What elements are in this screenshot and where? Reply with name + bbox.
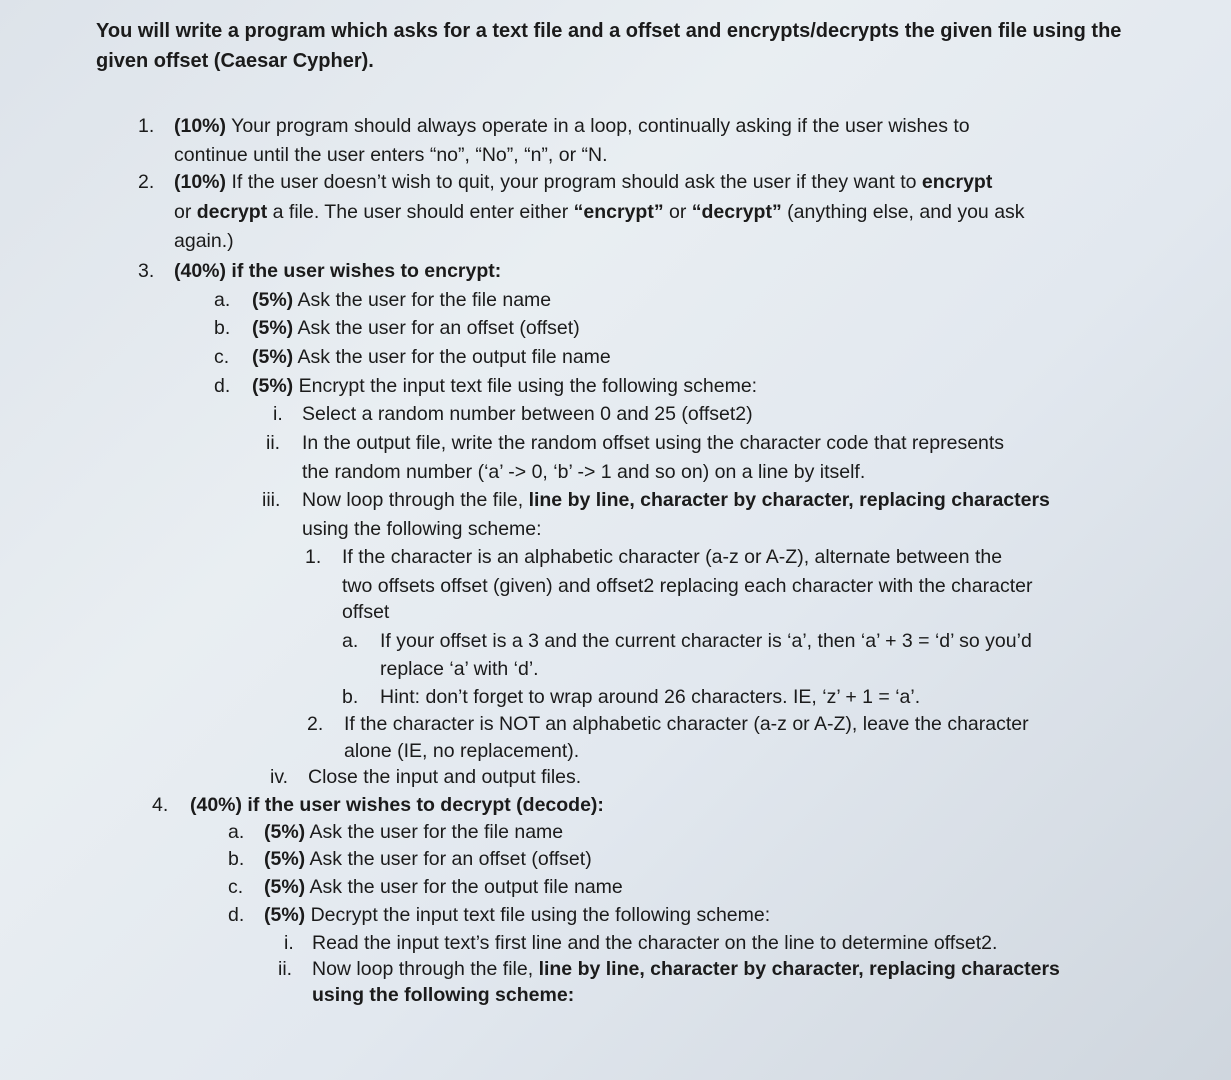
item-3d-i-text: Select a random number between 0 and 25 (offset2) (302, 403, 753, 425)
item-4d-text: (5%) Decrypt the input text file using the following scheme: (264, 904, 771, 926)
item-3d-iii-number: iii. (262, 489, 281, 511)
step-1b-text: Hint: don’t forget to wrap around 26 characters. IE, ‘z’ + 1 = ‘a’. (380, 686, 921, 708)
item-2-number: 2. (138, 171, 155, 193)
item-2-line-1: (10%) If the user doesn’t wish to quit, your program should ask the user if they want to encrypt (174, 171, 993, 193)
item-3d-iii-line-1: Now loop through the file, line by line, character by character, replacing characters (302, 489, 1050, 511)
item-3-number: 3. (138, 260, 155, 282)
item-4-heading: (40%) if the user wishes to decrypt (decode): (190, 794, 604, 816)
assignment-title: You will write a program which asks for a text file and a offset and encrypts/decrypts the given file using the given offset (Caesar Cypher). (96, 20, 1122, 72)
item-4c-letter: c. (228, 876, 244, 898)
item-4b-letter: b. (228, 848, 245, 870)
item-1-line-1: (10%) Your program should always operate in a loop, continually asking if the user wishes to (174, 115, 970, 137)
item-3a-letter: a. (214, 289, 231, 311)
step-1a-line-2: replace ‘a’ with ‘d’. (380, 658, 539, 680)
item-4d-ii-line-2: using the following scheme: (312, 984, 575, 1006)
item-3c-text: (5%) Ask the user for the output file name (252, 346, 611, 368)
item-4d-letter: d. (228, 904, 245, 926)
item-3d-iii-line-2: using the following scheme: (302, 518, 542, 540)
step-1b-letter: b. (342, 686, 359, 708)
item-1-percent: (10%) (174, 115, 227, 137)
step-1-number: 1. (305, 546, 322, 568)
item-3a-text: (5%) Ask the user for the file name (252, 289, 552, 311)
step-2-line-2: alone (IE, no replacement). (344, 740, 580, 762)
item-3b-letter: b. (214, 317, 231, 339)
item-4c-text: (5%) Ask the user for the output file name (264, 876, 623, 898)
item-3d-text: (5%) Encrypt the input text file using the following scheme: (252, 375, 758, 397)
item-3d-ii-number: ii. (266, 432, 281, 454)
item-3-heading: (40%) if the user wishes to encrypt: (174, 260, 502, 282)
step-2-number: 2. (307, 713, 324, 735)
item-4-number: 4. (152, 794, 169, 816)
item-3c-letter: c. (214, 346, 230, 368)
item-3b-text: (5%) Ask the user for an offset (offset) (252, 317, 580, 339)
item-3d-letter: d. (214, 375, 231, 397)
step-1-line-2: two offsets offset (given) and offset2 replacing each character with the character (342, 575, 1033, 597)
step-1a-letter: a. (342, 630, 359, 652)
item-4d-i-text: Read the input text’s first line and the character on the line to determine offset2. (312, 932, 998, 954)
item-2-line-3: again.) (174, 230, 234, 252)
step-1-line-3: offset (342, 601, 390, 623)
item-4a-letter: a. (228, 821, 245, 843)
item-4a-text: (5%) Ask the user for the file name (264, 821, 564, 843)
item-4d-ii-line-1: Now loop through the file, line by line, character by character, replacing characters (312, 958, 1060, 980)
item-3d-ii-line-2: the random number (‘a’ -> 0, ‘b’ -> 1 and so on) on a line by itself. (302, 461, 866, 483)
item-3d-i-number: i. (273, 403, 283, 425)
step-1a-line-1: If your offset is a 3 and the current character is ‘a’, then ‘a’ + 3 = ‘d’ so you’d (380, 630, 1032, 652)
item-1-number: 1. (138, 115, 155, 137)
item-4d-ii-number: ii. (278, 958, 293, 980)
item-4b-text: (5%) Ask the user for an offset (offset) (264, 848, 592, 870)
step-2-line-1: If the character is NOT an alphabetic character (a-z or A-Z), leave the character (344, 713, 1029, 735)
item-4d-i-number: i. (284, 932, 294, 954)
step-1-line-1: If the character is an alphabetic character (a-z or A-Z), alternate between the (342, 546, 1003, 568)
item-3d-iv-number: iv. (270, 766, 289, 788)
item-2-line-2: or decrypt a file. The user should enter either “encrypt” or “decrypt” (anything else, and you ask (174, 201, 1025, 223)
item-1-line-2: continue until the user enters “no”, “No”, “n”, or “N. (174, 144, 608, 166)
item-3d-ii-line-1: In the output file, write the random offset using the character code that represents (302, 432, 1005, 454)
item-3d-iv-text: Close the input and output files. (308, 766, 582, 788)
